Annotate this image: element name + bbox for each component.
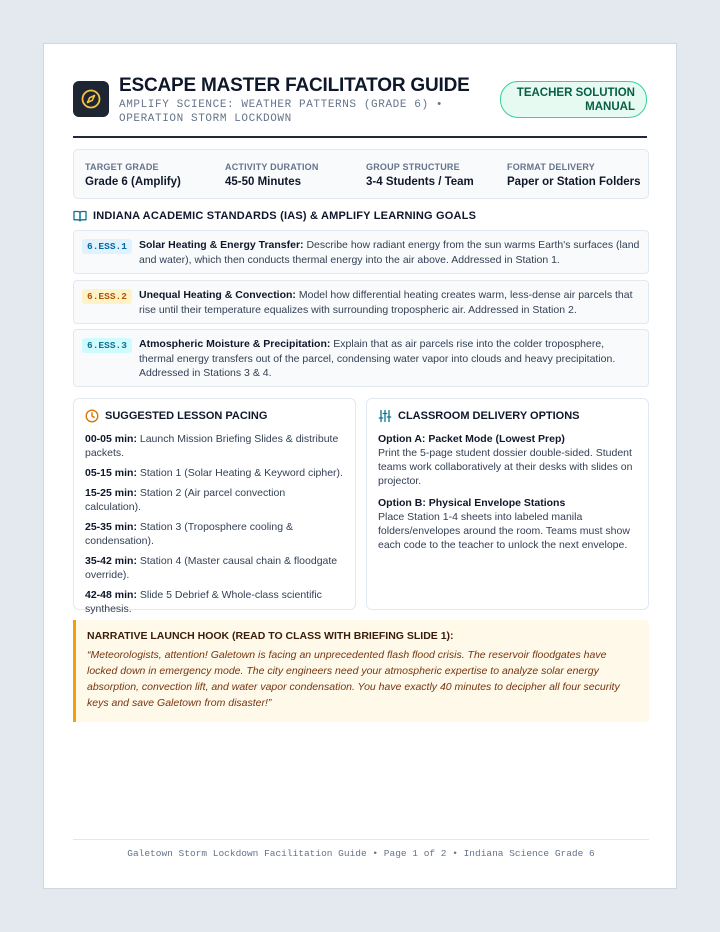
book-icon (73, 210, 87, 222)
standard-description (139, 238, 640, 267)
standards-heading (73, 210, 476, 222)
pacing-item (85, 486, 344, 514)
clock-icon (85, 409, 99, 423)
pacing-time: 25-35 min: (85, 521, 137, 533)
activity-meta-bar (73, 149, 649, 199)
pacing-text: Station 3 (Troposphere cooling & condensation). (85, 521, 293, 547)
meta-label: TARGET GRADE (85, 162, 159, 172)
pacing-time: 00-05 min: (85, 433, 137, 445)
page-subtitle: AMPLIFY SCIENCE: WEATHER PATTERNS (GRADE 6) • OPERATION STORM LOCKDOWN (119, 99, 444, 125)
meta-label: FORMAT DELIVERY (507, 162, 595, 172)
page-footer: Galetown Storm Lockdown Facilitation Guide • Page 1 of 2 • Indiana Science Grade 6 (73, 839, 649, 859)
pacing-time: 35-42 min: (85, 555, 137, 567)
pacing-time: 15-25 min: (85, 487, 137, 499)
pacing-time: 05-15 min: (85, 467, 137, 479)
badge-line-2: MANUAL (585, 101, 635, 113)
pacing-item (85, 554, 344, 582)
pacing-item (85, 588, 344, 616)
meta-value: 45-50 Minutes (225, 176, 302, 188)
meta-format-delivery (507, 162, 641, 188)
standards-heading-text: INDIANA ACADEMIC STANDARDS (IAS) & AMPLIFY LEARNING GOALS (93, 210, 477, 222)
guide-page (43, 43, 677, 889)
standard-text: Explain that as air parcels rise into the colder troposphere, thermal energy transfers out of the parcel, condensing water vapor into clouds and heavy precipitation. Addressed in Stations 3 & 4. (139, 338, 616, 379)
hook-title: NARRATIVE LAUNCH HOOK (READ TO CLASS WITH BRIEFING SLIDE 1): (87, 630, 454, 642)
standard-title: Unequal Heating & Convection: (139, 289, 296, 301)
pacing-item (85, 432, 344, 460)
compass-icon (73, 81, 109, 117)
option-b-text: Place Station 1-4 sheets into labeled manila folders/envelopes around the room. Teams must show each code to the teacher to unlock the next envelope. (378, 511, 630, 551)
lesson-pacing-card (73, 398, 356, 615)
standard-text: Model how differential heating creates warm, less-dense air parcels that rise until their temperature equalizes with surrounding tropospheric air. Addressed in Station 2. (139, 289, 633, 316)
standard-item-6-ess-1 (73, 230, 649, 274)
hook-text: “Meteorologists, attention! Galetown is facing an unprecedented flash flood crisis. The reservoir floodgates have locked down in emergency mode. The city engineers need your atmospheric expertise to analyze solar energy absorption, convection lift, and water vapor condensation. You have exactly 40 minutes to decipher all four security keys and save Galetown from disaster!” (87, 649, 620, 709)
meta-value: Paper or Station Folders (507, 176, 641, 188)
pacing-item (85, 466, 344, 480)
option-b-title: Option B: Physical Envelope Stations (378, 497, 566, 509)
meta-label: GROUP STRUCTURE (366, 162, 460, 172)
narrative-hook-callout (73, 620, 649, 722)
meta-label: ACTIVITY DURATION (225, 162, 319, 172)
page-header (73, 44, 647, 138)
badge-line-1: TEACHER SOLUTION (516, 87, 635, 99)
meta-activity-duration (225, 162, 319, 188)
page-title: ESCAPE MASTER FACILITATOR GUIDE (119, 75, 470, 96)
standard-item-6-ess-2 (73, 280, 649, 324)
option-a-title: Option A: Packet Mode (Lowest Prep) (378, 433, 565, 445)
meta-value: Grade 6 (Amplify) (85, 176, 181, 188)
meta-target-grade (85, 162, 181, 188)
standard-title: Solar Heating & Energy Transfer: (139, 239, 304, 251)
pacing-text: Station 1 (Solar Heating & Keyword cipher). (139, 467, 343, 479)
delivery-heading (378, 409, 637, 423)
standard-text: Describe how radiant energy from the sun warms Earth's surfaces (land and water), which then conducts thermal energy into the air above. Addressed in Station 1. (139, 239, 640, 266)
delivery-options-card (366, 398, 649, 610)
pacing-text: Launch Mission Briefing Slides & distribute packets. (85, 433, 339, 459)
meta-value: 3-4 Students / Team (366, 176, 474, 188)
pacing-text: Station 2 (Air parcel convection calculation). (85, 487, 286, 513)
standard-code-badge: 6.ESS.2 (82, 289, 132, 304)
delivery-heading-text: CLASSROOM DELIVERY OPTIONS (398, 410, 580, 422)
pacing-heading (85, 409, 344, 423)
standard-code-badge: 6.ESS.3 (82, 338, 132, 353)
standard-title: Atmospheric Moisture & Precipitation: (139, 338, 331, 350)
pacing-item (85, 520, 344, 548)
pacing-text: Slide 5 Debrief & Whole-class scientific synthesis. (85, 589, 322, 615)
pacing-text: Station 4 (Master causal chain & floodgate override). (85, 555, 338, 581)
pacing-time: 42-48 min: (85, 589, 137, 601)
option-a-text: Print the 5-page student dossier double-sided. Student teams work collaboratively at their desks with slides on projector. (378, 447, 633, 487)
meta-group-structure (366, 162, 474, 188)
solution-manual-badge (500, 81, 647, 118)
sliders-icon (378, 409, 392, 423)
pacing-heading-text: SUGGESTED LESSON PACING (105, 410, 268, 422)
standard-code-badge: 6.ESS.1 (82, 239, 132, 254)
standard-description (139, 288, 640, 317)
standard-item-6-ess-3 (73, 329, 649, 387)
standard-description (139, 337, 640, 381)
